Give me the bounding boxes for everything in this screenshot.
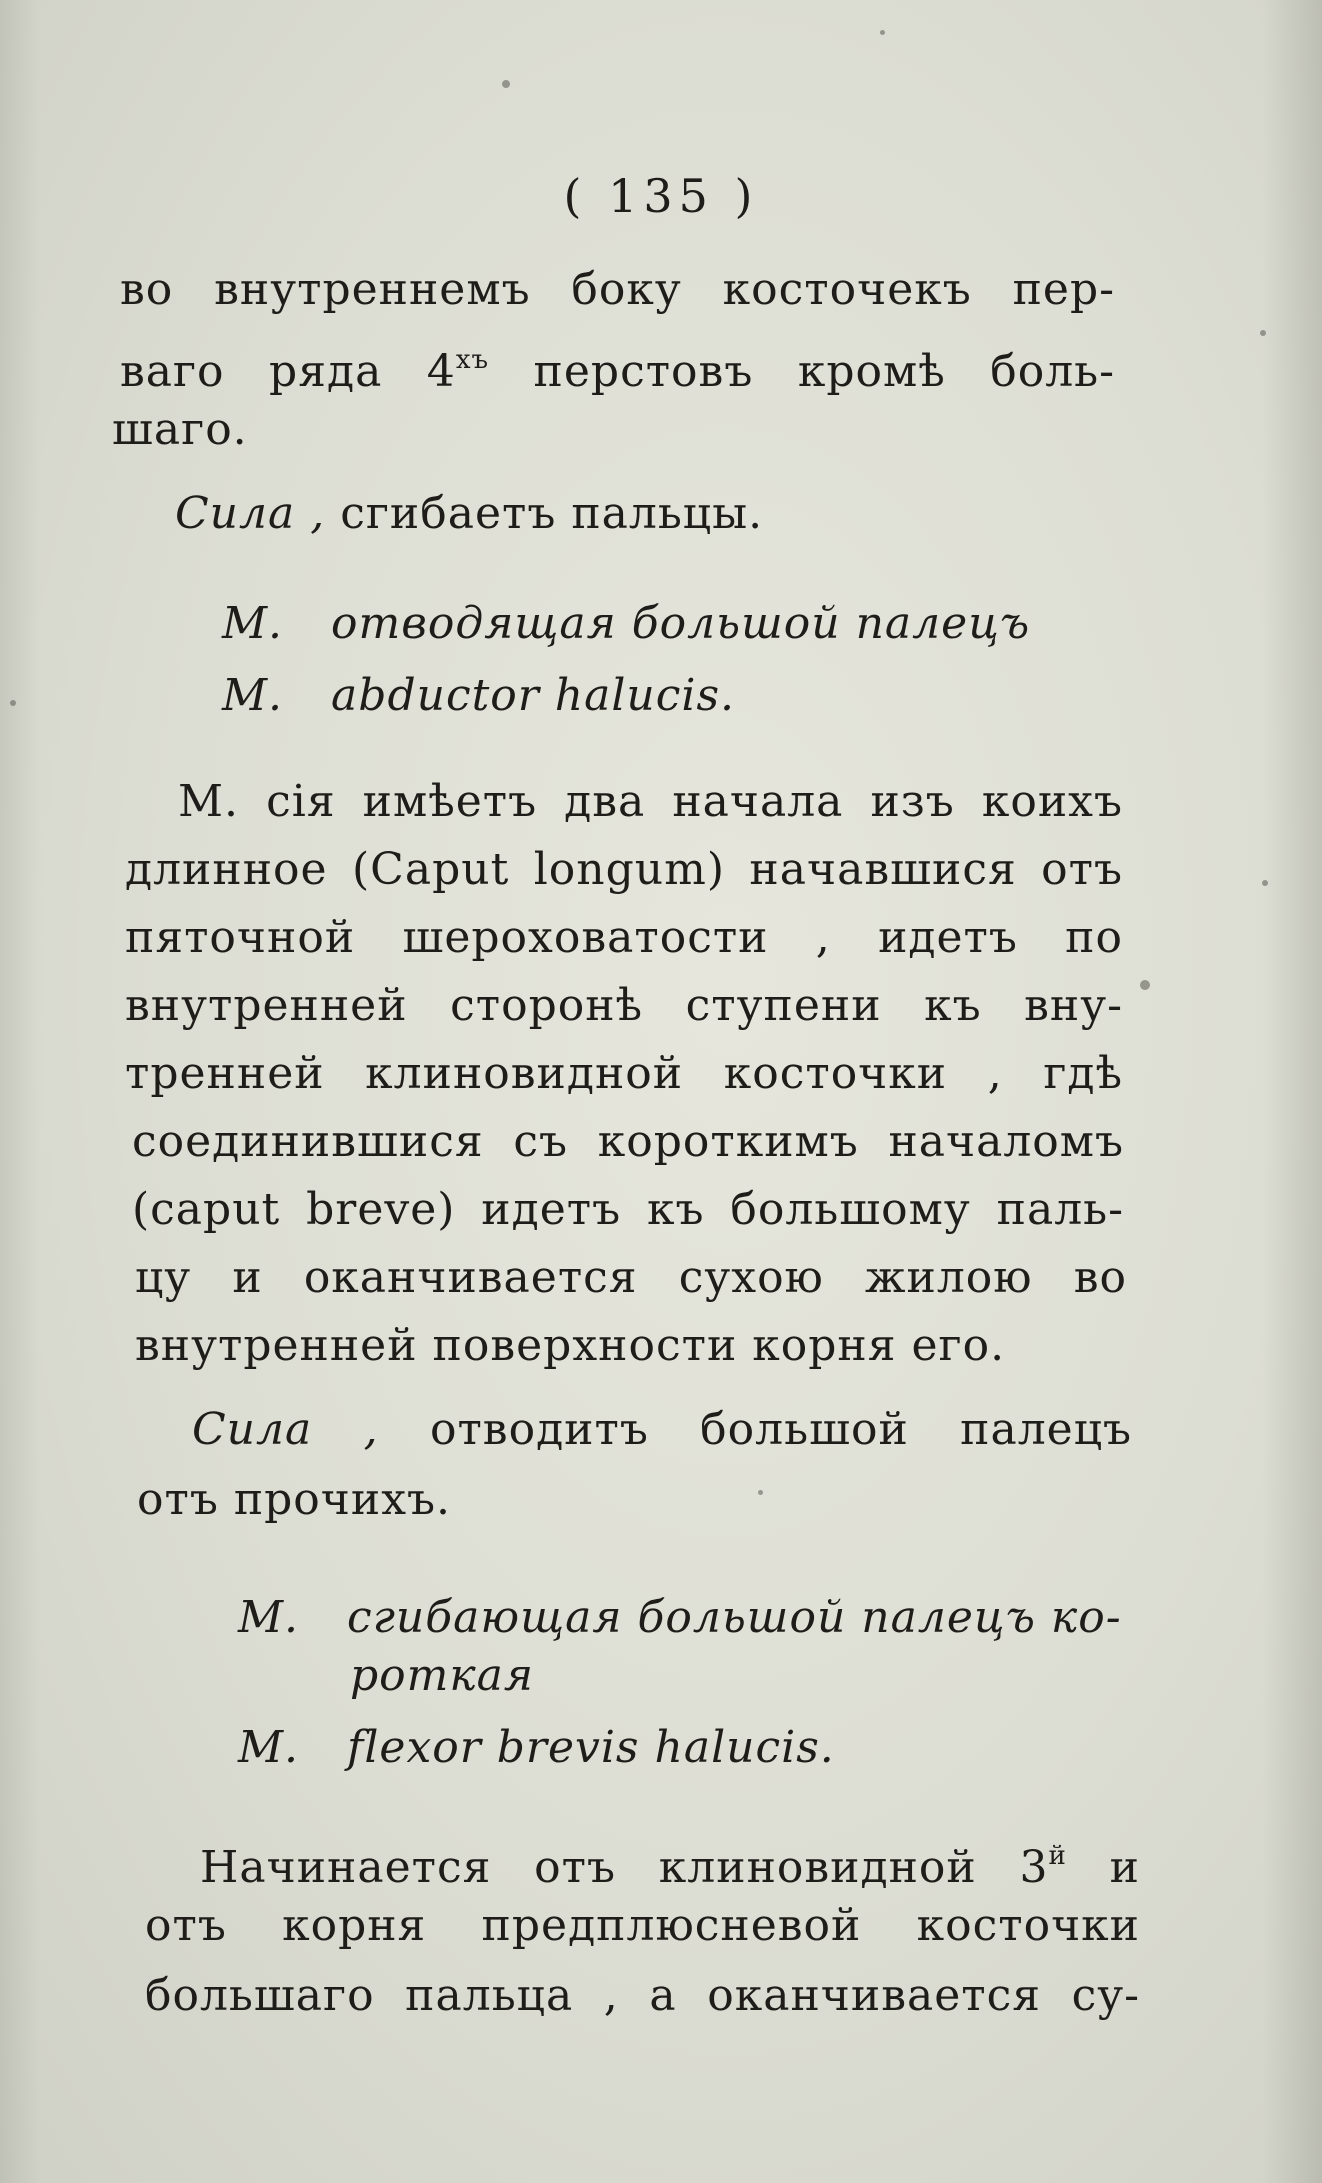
page-number: ( 135 ) [563,169,759,223]
strength-label: Сила , [175,488,326,539]
paper-speck [10,700,16,706]
muscle-heading-russian-continued: роткая [350,1650,535,1701]
text-line: внутренней поверхности корня его. [135,1320,1006,1371]
text-line: цу и оканчивается сухою жилою во [135,1252,1127,1303]
text-line: Начинается отъ клиновидной $3^й$ и [200,1841,1140,1893]
text-line: соединившися съ короткимъ началомъ [132,1116,1124,1167]
text-line: тренней клиновидной косточки , гдѣ [125,1048,1123,1099]
paper-speck [758,1490,763,1495]
text-line: отъ прочихъ. [137,1474,452,1525]
muscle-heading-latin: М. flexor brevis halucis. [238,1722,835,1773]
page-edge-shadow [1262,0,1322,2183]
text-line: ваго ряда $4^{хъ}$ перстовъ кромѣ боль- [120,345,1115,397]
paper-speck [880,30,885,35]
strength-line: Сила , сгибаетъ пальцы. [175,488,764,539]
strength-line: Сила , отводитъ большой палецъ [192,1404,1132,1455]
muscle-heading-russian: М. отводящая большой палецъ [222,598,1031,649]
text-line: шаго. [112,404,248,455]
paper-speck [1140,980,1150,990]
muscle-heading-latin: М. abductor halucis. [222,670,736,721]
text-line: М. сія имѣетъ два начала изъ коихъ [178,776,1123,827]
paper-speck [1262,880,1268,886]
text-line: (caput breve) идетъ къ большому паль- [132,1184,1124,1235]
text-line: отъ корня предплюсневой косточки [145,1900,1140,1951]
muscle-heading-russian: М. сгибающая большой палецъ ко- [238,1592,1122,1643]
text-line: длинное (Caput longum) начавшися отъ [125,844,1123,895]
strength-label: Сила , [192,1404,379,1455]
page-gutter-shadow [0,0,40,2183]
text-line: пяточной шероховатости , идетъ по [125,912,1123,963]
text-line: большаго пальца , а оканчивается су- [145,1970,1140,2021]
paper-speck [502,80,510,88]
paper-speck [1260,330,1266,336]
text-line: внутренней сторонѣ ступени къ вну- [125,980,1123,1031]
text-line: во внутреннемъ боку косточекъ пер- [120,264,1115,315]
